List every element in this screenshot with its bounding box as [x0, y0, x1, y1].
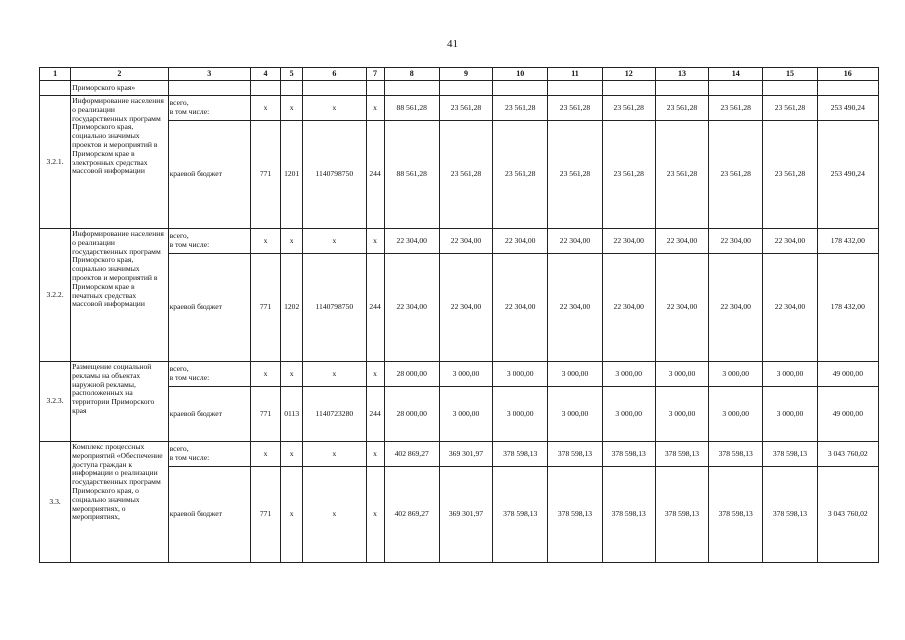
budget-c4: 771: [250, 254, 280, 362]
total-value: 3 043 760,02: [817, 442, 878, 467]
header-row: [40, 68, 879, 81]
column-header-8: 8: [384, 68, 439, 81]
total-value: 3 000,00: [493, 362, 548, 387]
total-value: 22 304,00: [548, 229, 602, 254]
total-c5: x: [281, 229, 303, 254]
total-value: 23 561,28: [439, 96, 492, 121]
table-row: [40, 362, 879, 387]
row-kind-total: всего, в том числе:: [168, 96, 250, 121]
total-value: 88 561,28: [384, 96, 439, 121]
budget-table: [39, 67, 879, 563]
total-value: 3 000,00: [548, 362, 602, 387]
row-kind-budget: краевой бюджет: [168, 467, 250, 563]
budget-value: 3 000,00: [548, 387, 602, 442]
total-c6: x: [303, 362, 366, 387]
budget-value: 23 561,28: [655, 121, 708, 229]
total-value: 28 000,00: [384, 362, 439, 387]
total-value: 178 432,00: [817, 229, 878, 254]
budget-value: 49 000,00: [817, 387, 878, 442]
total-value: 3 000,00: [709, 362, 763, 387]
row-kind-total: всего, в том числе:: [168, 442, 250, 467]
budget-value: 378 598,13: [602, 467, 655, 563]
budget-value: 23 561,28: [602, 121, 655, 229]
budget-value: 23 561,28: [439, 121, 492, 229]
budget-value: 178 432,00: [817, 254, 878, 362]
column-header-10: 10: [493, 68, 548, 81]
total-value: 22 304,00: [602, 229, 655, 254]
budget-value: 22 304,00: [439, 254, 492, 362]
total-c6: x: [303, 442, 366, 467]
budget-c6: 1140798750: [303, 254, 366, 362]
row-name: Информирование населения о реализации государственных программ Приморского края, социально значимых проектов и мероприятий в Приморском крае в печатных средствах массовой информации: [71, 229, 168, 362]
budget-c6: 1140723280: [303, 387, 366, 442]
budget-value: 378 598,13: [709, 467, 763, 563]
total-value: 402 869,27: [384, 442, 439, 467]
total-value: 369 301,97: [439, 442, 492, 467]
total-c5: x: [281, 362, 303, 387]
page-number: 41: [447, 38, 458, 50]
total-value: 3 000,00: [439, 362, 492, 387]
row-kind-budget: краевой бюджет: [168, 254, 250, 362]
budget-c5: 0113: [281, 387, 303, 442]
column-header-7: 7: [366, 68, 384, 81]
budget-value: 3 000,00: [655, 387, 708, 442]
total-value: 23 561,28: [602, 96, 655, 121]
budget-value: 369 301,97: [439, 467, 492, 563]
budget-value: 378 598,13: [548, 467, 602, 563]
budget-c6: x: [303, 467, 366, 563]
budget-c4: 771: [250, 467, 280, 563]
budget-value: 23 561,28: [763, 121, 817, 229]
budget-value: 378 598,13: [493, 467, 548, 563]
continued-row: [40, 81, 879, 96]
budget-value: 253 490,24: [817, 121, 878, 229]
total-c5: x: [281, 96, 303, 121]
table-row: [40, 229, 879, 254]
total-c6: x: [303, 229, 366, 254]
column-header-1: 1: [40, 68, 71, 81]
budget-value: 22 304,00: [384, 254, 439, 362]
column-header-4: 4: [250, 68, 280, 81]
total-c6: x: [303, 96, 366, 121]
total-c4: x: [250, 442, 280, 467]
row-code: 3.2.2.: [40, 229, 71, 362]
budget-value: 22 304,00: [493, 254, 548, 362]
total-value: 23 561,28: [763, 96, 817, 121]
budget-c4: 771: [250, 121, 280, 229]
row-kind-total: всего, в том числе:: [168, 229, 250, 254]
row-name: Размещение социальной рекламы на объектах наружной рекламы, расположенных на территории Приморского края: [71, 362, 168, 442]
column-header-9: 9: [439, 68, 492, 81]
total-c7: x: [366, 96, 384, 121]
column-header-6: 6: [303, 68, 366, 81]
row-kind-budget: краевой бюджет: [168, 387, 250, 442]
budget-value: 22 304,00: [763, 254, 817, 362]
total-value: 22 304,00: [763, 229, 817, 254]
total-value: 22 304,00: [655, 229, 708, 254]
budget-c4: 771: [250, 387, 280, 442]
column-header-11: 11: [548, 68, 602, 81]
budget-c7: 244: [366, 387, 384, 442]
budget-c7: 244: [366, 254, 384, 362]
budget-value: 88 561,28: [384, 121, 439, 229]
budget-value: 3 000,00: [493, 387, 548, 442]
budget-value: 378 598,13: [655, 467, 708, 563]
total-c4: x: [250, 229, 280, 254]
total-value: 23 561,28: [493, 96, 548, 121]
row-name: Комплекс процессных мероприятий «Обеспечение доступа граждан к информации о реализации государственных программ Приморского края, о социально значимых мероприятиях, о мероприятиях,: [71, 442, 168, 563]
total-value: 378 598,13: [709, 442, 763, 467]
row-code: 3.3.: [40, 442, 71, 563]
total-c7: x: [366, 442, 384, 467]
total-c7: x: [366, 362, 384, 387]
total-value: 3 000,00: [655, 362, 708, 387]
row-kind-budget: краевой бюджет: [168, 121, 250, 229]
total-value: 378 598,13: [548, 442, 602, 467]
budget-c5: x: [281, 467, 303, 563]
budget-value: 22 304,00: [709, 254, 763, 362]
total-c7: x: [366, 229, 384, 254]
total-value: 22 304,00: [439, 229, 492, 254]
total-c4: x: [250, 96, 280, 121]
column-header-12: 12: [602, 68, 655, 81]
total-c4: x: [250, 362, 280, 387]
total-value: 378 598,13: [602, 442, 655, 467]
budget-value: 22 304,00: [655, 254, 708, 362]
budget-value: 3 000,00: [602, 387, 655, 442]
budget-value: 22 304,00: [602, 254, 655, 362]
budget-value: 3 000,00: [439, 387, 492, 442]
total-value: 23 561,28: [709, 96, 763, 121]
budget-c5: 1202: [281, 254, 303, 362]
total-value: 253 490,24: [817, 96, 878, 121]
total-value: 49 000,00: [817, 362, 878, 387]
budget-value: 28 000,00: [384, 387, 439, 442]
total-value: 3 000,00: [763, 362, 817, 387]
column-header-3: 3: [168, 68, 250, 81]
column-header-2: 2: [71, 68, 168, 81]
total-value: 22 304,00: [493, 229, 548, 254]
total-value: 22 304,00: [709, 229, 763, 254]
budget-value: 23 561,28: [493, 121, 548, 229]
budget-value: 23 561,28: [548, 121, 602, 229]
table-row: [40, 442, 879, 467]
total-value: 23 561,28: [548, 96, 602, 121]
total-value: 3 000,00: [602, 362, 655, 387]
budget-value: 23 561,28: [709, 121, 763, 229]
table-row: [40, 96, 879, 121]
column-header-5: 5: [281, 68, 303, 81]
budget-value: 3 043 760,02: [817, 467, 878, 563]
cont-name: Приморского края»: [71, 81, 168, 96]
column-header-15: 15: [763, 68, 817, 81]
budget-value: 402 869,27: [384, 467, 439, 563]
column-header-13: 13: [655, 68, 708, 81]
budget-c6: 1140798750: [303, 121, 366, 229]
row-name: Информирование населения о реализации государственных программ Приморского края, социально значимых проектов и мероприятий в Приморском крае в электронных средствах массовой информации: [71, 96, 168, 229]
budget-value: 22 304,00: [548, 254, 602, 362]
total-c5: x: [281, 442, 303, 467]
column-header-16: 16: [817, 68, 878, 81]
column-header-14: 14: [709, 68, 763, 81]
budget-value: 378 598,13: [763, 467, 817, 563]
total-value: 23 561,28: [655, 96, 708, 121]
total-value: 22 304,00: [384, 229, 439, 254]
budget-c5: 1201: [281, 121, 303, 229]
row-kind-total: всего, в том числе:: [168, 362, 250, 387]
budget-c7: 244: [366, 121, 384, 229]
total-value: 378 598,13: [493, 442, 548, 467]
budget-value: 3 000,00: [763, 387, 817, 442]
total-value: 378 598,13: [763, 442, 817, 467]
row-code: 3.2.1.: [40, 96, 71, 229]
row-code: 3.2.3.: [40, 362, 71, 442]
budget-c7: x: [366, 467, 384, 563]
total-value: 378 598,13: [655, 442, 708, 467]
cont-code: [40, 81, 71, 96]
budget-value: 3 000,00: [709, 387, 763, 442]
